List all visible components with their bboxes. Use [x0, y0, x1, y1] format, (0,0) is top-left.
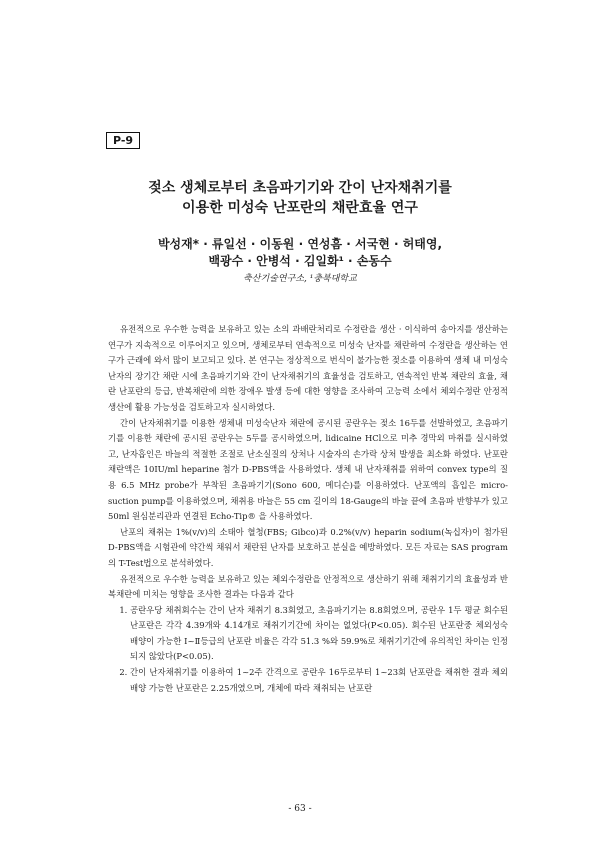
paper-title [0, 178, 600, 218]
author-line-1: 박성재* · 류일선 · 이동원 · 연성흠 · 서국현 · 허태영, [157, 237, 443, 251]
author-list [0, 236, 600, 270]
paragraph: 유전적으로 우수한 능력을 보유하고 있는 소의 과배란처리로 수정란을 생산 · 이식하여 송아지를 생산하는 연구가 지속적으로 이루어지고 있으며, 생체로부터 연속적으로 미성숙 난자를 채란하여 수정란을 생산하는 연구가 근래에 와서 많이 보고되고 있다. 본 연구는 정상적으로 번식이 불가능한 젖소를 이용하여 생체 내 미성숙난자의 장기간 채란 시에 초음파기기와 간이 난자채취기의 효율성을 검토하고, 연속적인 반복 채란의 효율, 채란 난포란의 등급, 반복채란에 의한 장애우 발생 등에 대한 영향을 조사하여 고능력 소에서 체외수정란 안정적 생산에 활용 가능성을 검토하고자 실시하였다. [108, 324, 508, 412]
results-list [108, 603, 508, 697]
affiliation: 축산기술연구소, ¹충북대학교 [243, 274, 357, 284]
page-number: - 63 - [288, 804, 312, 814]
paragraph: 간이 난자채취기를 이용한 생체내 미성숙난자 채란에 공시된 공란우는 젖소 16두를 선발하였고, 초음파기기를 이용한 채란에 공시된 공란우는 5두를 공시하였으며, lidicaine HCl으로 미추 경막외 마취를 실시하였고, 난자흡인은 바늘의 적절한 조절로 난소실질의 상처나 시술자의 손가락 상처 발생을 최소화 하였다. 난포란 채란액은 10IU/ml heparine 첨가 D-PBS액을 사용하였다. 생체 내 난자채취를 위하여 convex type의 질용 6.5 MHz probe가 부착된 초음파기기(Sono 600, 메디슨)를 이용하였다. 난포액의 흡입은 micro-suction pump를 이용하였으며, 채취용 바늘은 55 cm 길이의 18-Gauge의 바늘 끝에 초음파 반향부가 있고 50ml 원심분리관과 연결된 Echo-Tip® 을 사용하였다. [108, 417, 508, 522]
result-item: 1. 공란우당 채취회수는 간이 난자 채취기 8.3회였고, 초음파기기는 8.8회였으며, 공란우 1두 평균 회수된 난포란은 각각 4.39개와 4.14개로 채취기기간에 차이는 없었다(P<0.05). 회수된 난포란중 체외성숙 배양이 가능한 Ⅰ~Ⅱ등급의 난포란 비율은 각각 51.3 %와 59.9%로 채취기기간에 유의적인 차이는 인정되지 않았다(P<0.05). [130, 603, 508, 665]
title-line-2: 이용한 미성숙 난포란의 채란효율 연구 [182, 200, 418, 216]
title-line-1: 젖소 생체로부터 초음파기기와 간이 난자채취기를 [148, 180, 452, 196]
body-text [108, 322, 508, 696]
section-label: P-9 [106, 132, 140, 149]
result-item: 2. 간이 난자채취기를 이용하여 1~2주 간격으로 공란우 16두로부터 1~23회 난포란을 채취한 결과 체외배양 가능한 난포란은 2.25개였으며, 개체에 따라 채취되는 난포란 [130, 665, 508, 696]
paragraph: 유전적으로 우수한 능력을 보유하고 있는 체외수정란을 안정적으로 생산하기 위해 채취기기의 효율성과 반복채란에 미치는 영향을 조사한 결과는 다음과 같다 [108, 573, 508, 600]
paragraph: 난포의 채취는 1%(v/v)의 소태아 혈청(FBS; Gibco)과 0.2%(v/v) heparin sodium(녹십자)이 첨가된 D-PBS액을 시험관에 약간씩 채워서 채란된 난자를 보호하고 분실을 예방하였다. 모든 자료는 SAS program의 T-Test법으로 분석하였다. [108, 526, 508, 568]
author-line-2: 백광수 · 안병석 · 김일화¹ · 손동수 [208, 254, 392, 268]
